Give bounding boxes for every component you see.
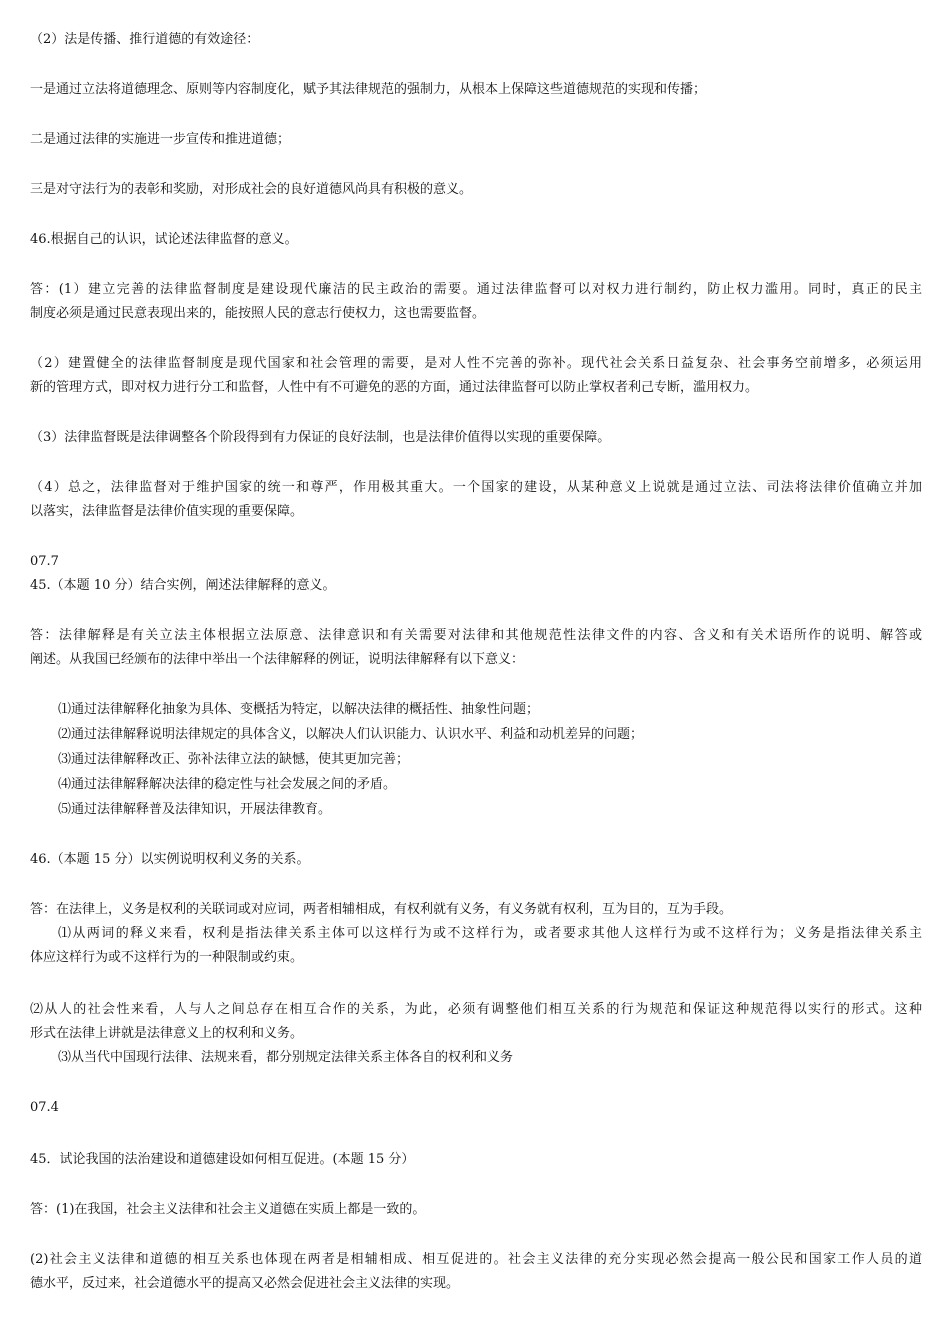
list-item: ⑷通过法律解释解决法律的稳定性与社会发展之间的矛盾。 [58, 777, 397, 792]
list-item: ⑶通过法律解释改正、弥补法律立法的缺憾，使其更加完善； [58, 752, 410, 767]
section-date: 07.4 [30, 1100, 59, 1115]
paragraph-line: 一是通过立法将道德理念、原则等内容制度化，赋予其法律规范的强制力，从根本上保障这些道德规范的实现和传播； [30, 82, 707, 97]
answer-line: 答：在法律上，义务是权利的关联词或对应词，两者相辅相成，有权利就有义务，有义务就有权利，互为目的，互为手段。 [30, 902, 733, 917]
answer-line: 德水平，反过来，社会道德水平的提高又必然会促进社会主义法律的实现。 [30, 1276, 460, 1291]
answer-line: 新的管理方式，即对权力进行分工和监督，人性中有不可避免的恶的方面，通过法律监督可以防止掌权者利己专断，滥用权力。 [30, 380, 759, 395]
answer-line: (2)社会主义法律和道德的相互关系也体现在两者是相辅相成、相互促进的。社会主义法律的充分实现必然会提高一般公民和国家工作人员的道 [30, 1252, 922, 1267]
answer-line: （2）建置健全的法律监督制度是现代国家和社会管理的需要，是对人性不完善的弥补。现代社会关系日益复杂、社会事务空前增多，必须运用 [30, 356, 922, 371]
paragraph-line: 三是对守法行为的表彰和奖励，对形成社会的良好道德风尚具有积极的意义。 [30, 182, 473, 197]
answer-line: 答：(1）建立完善的法律监督制度是建设现代廉洁的民主政治的需要。通过法律监督可以对权力进行制约，防止权力滥用。同时，真正的民主 [30, 282, 922, 297]
answer-line: ⑴从两词的释义来看，权利是指法律关系主体可以这样行为或不这样行为，或者要求其他人这样行为或不这样行为；义务是指法律关系主 [58, 926, 922, 941]
answer-line: （4）总之，法律监督对于维护国家的统一和尊严，作用极其重大。一个国家的建设，从某种意义上说就是通过立法、司法将法律价值确立并加 [30, 480, 922, 495]
list-item: ⑴通过法律解释化抽象为具体、变概括为特定，以解决法律的概括性、抽象性问题； [58, 702, 540, 717]
paragraph-line: 二是通过法律的实施进一步宣传和推进道德； [30, 132, 291, 147]
answer-line: 答：法律解释是有关立法主体根据立法原意、法律意识和有关需要对法律和其他规范性法律文件的内容、含义和有关术语所作的说明、解答或 [30, 628, 922, 643]
answer-line: 形式在法律上讲就是法律意义上的权利和义务。 [30, 1026, 304, 1041]
answer-line: （3）法律监督既是法律调整各个阶段得到有力保证的良好法制，也是法律价值得以实现的重要保障。 [30, 430, 611, 445]
list-item: ⑵通过法律解释说明法律规定的具体含义，以解决人们认识能力、认识水平、利益和动机差异的问题； [58, 727, 644, 742]
answer-line: 制度必须是通过民意表现出来的，能按照人民的意志行使权力，这也需要监督。 [30, 306, 486, 321]
answer-line: 体应这样行为或不这样行为的一种限制或约束。 [30, 950, 304, 965]
section-date: 07.7 [30, 554, 59, 569]
answer-line: 答：(1)在我国，社会主义法律和社会主义道德在实质上都是一致的。 [30, 1202, 426, 1217]
list-item: ⑸通过法律解释普及法律知识，开展法律教育。 [58, 802, 332, 817]
question-heading: 46.（本题 15 分）以实例说明权利义务的关系。 [30, 852, 310, 867]
question-heading: 45.（本题 10 分）结合实例，阐述法律解释的意义。 [30, 578, 336, 593]
question-heading: 45．试论我国的法治建设和道德建设如何相互促进。(本题 15 分） [30, 1152, 415, 1167]
answer-line: 阐述。从我国已经颁布的法律中举出一个法律解释的例证，说明法律解释有以下意义： [30, 652, 525, 667]
answer-line: ⑵从人的社会性来看，人与人之间总存在相互合作的关系，为此，必须有调整他们相互关系的行为规范和保证这种规范得以实行的形式。这种 [30, 1002, 922, 1017]
question-heading: 46.根据自己的认识，试论述法律监督的意义。 [30, 232, 298, 247]
answer-line: 以落实，法律监督是法律价值实现的重要保障。 [30, 504, 304, 519]
paragraph-line: （2）法是传播、推行道德的有效途径： [30, 32, 260, 47]
answer-line: ⑶从当代中国现行法律、法规来看，都分别规定法律关系主体各自的权利和义务 [58, 1050, 514, 1065]
